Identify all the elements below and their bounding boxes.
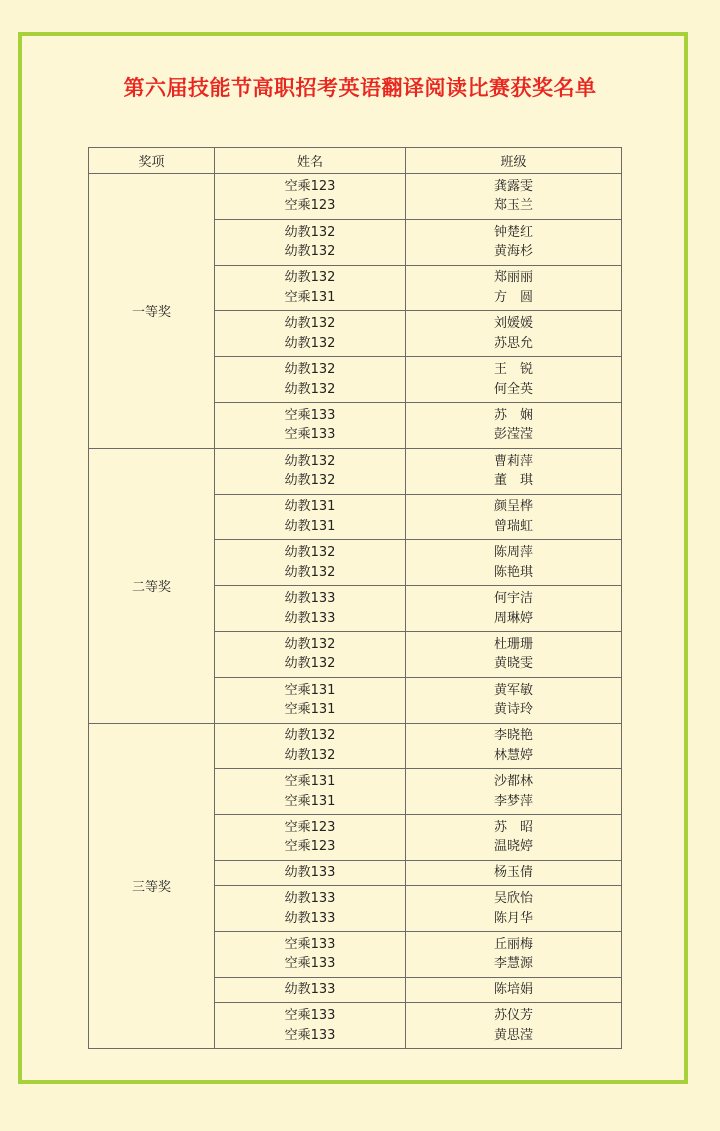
table-row [89,448,622,494]
student-name: 龚露雯 [493,178,533,194]
name-cell [406,769,622,815]
class-cell [215,219,406,265]
table-row [89,723,622,769]
student-name: 沙都林 [493,774,533,790]
student-name: 陈培娟 [493,982,533,998]
class-value: 空乘131 [284,682,336,698]
student-name: 方 圆 [493,289,533,305]
name-cell [406,311,622,357]
header-name: 姓名 [215,148,406,174]
class-value: 幼教133 [284,610,336,626]
class-value: 幼教132 [284,747,336,763]
name-cell [406,931,622,977]
student-name: 何全英 [493,381,533,397]
class-value: 空乘133 [284,936,336,952]
name-cell [406,677,622,723]
class-value: 空乘131 [284,774,336,790]
student-name: 何宇洁 [493,591,533,607]
student-name: 周琳婷 [493,610,533,626]
class-value: 空乘131 [284,702,336,718]
class-value: 幼教133 [284,591,336,607]
student-name: 李梦萍 [493,793,533,809]
class-value: 幼教132 [284,362,336,378]
name-cell [406,265,622,311]
name-cell [406,219,622,265]
class-value: 空乘133 [284,1027,336,1043]
award-level-cell: 一等奖 [89,174,215,449]
class-cell [215,860,406,886]
student-name: 杜珊珊 [493,636,533,652]
class-value: 空乘123 [284,198,336,214]
class-value: 幼教133 [284,891,336,907]
class-value: 幼教132 [284,381,336,397]
class-value: 幼教132 [284,270,336,286]
class-value: 空乘133 [284,1008,336,1024]
class-value: 幼教132 [284,656,336,672]
student-name: 陈月华 [493,910,533,926]
student-name: 黄诗玲 [493,702,533,718]
student-name: 苏 昭 [493,819,533,835]
class-cell [215,723,406,769]
award-level-cell: 三等奖 [89,723,215,1048]
award-table [88,147,622,1049]
name-cell [406,886,622,932]
award-level-cell: 二等奖 [89,448,215,723]
student-name: 郑玉兰 [493,198,533,214]
class-value: 幼教133 [284,910,336,926]
name-cell [406,402,622,448]
student-name: 黄军敏 [493,682,533,698]
class-cell [215,265,406,311]
class-value: 幼教132 [284,244,336,260]
name-cell [406,174,622,220]
name-cell [406,494,622,540]
class-value: 空乘123 [284,178,336,194]
class-value: 幼教131 [284,518,336,534]
student-name: 李晓艳 [493,728,533,744]
class-value: 幼教132 [284,224,336,240]
class-cell [215,931,406,977]
class-value: 幼教133 [284,865,336,881]
class-value: 幼教131 [284,499,336,515]
name-cell [406,540,622,586]
class-cell [215,1003,406,1049]
class-cell [215,174,406,220]
page-title: 第六届技能节高职招考英语翻译阅读比赛获奖名单 [123,76,597,100]
student-name: 黄思滢 [493,1027,533,1043]
student-name: 苏 娴 [493,407,533,423]
student-name: 黄海杉 [493,244,533,260]
class-value: 空乘133 [284,407,336,423]
class-cell [215,886,406,932]
student-name: 苏仪芳 [493,1008,533,1024]
class-value: 空乘131 [284,793,336,809]
student-name: 陈艳琪 [493,564,533,580]
class-cell [215,448,406,494]
student-name: 董 琪 [493,473,533,489]
name-cell [406,1003,622,1049]
name-cell [406,723,622,769]
class-value: 空乘133 [284,427,336,443]
student-name: 彭滢滢 [493,427,533,443]
table-header-row [89,148,622,174]
student-name: 杨玉倩 [493,865,533,881]
class-value: 幼教132 [284,316,336,332]
student-name: 曾瑞虹 [493,518,533,534]
name-cell [406,815,622,861]
class-cell [215,311,406,357]
class-value: 幼教132 [284,564,336,580]
class-cell [215,494,406,540]
student-name: 苏思允 [493,335,533,351]
class-value: 空乘133 [284,956,336,972]
student-name: 吴欣怡 [493,891,533,907]
class-value: 幼教132 [284,545,336,561]
header-award: 奖项 [89,148,215,174]
class-value: 空乘123 [284,819,336,835]
class-cell [215,357,406,403]
student-name: 曹莉萍 [493,453,533,469]
class-cell [215,815,406,861]
student-name: 刘媛媛 [493,316,533,332]
class-value: 幼教132 [284,335,336,351]
student-name: 颜呈桦 [493,499,533,515]
student-name: 李慧源 [493,956,533,972]
class-value: 幼教132 [284,636,336,652]
class-value: 幼教132 [284,473,336,489]
class-cell [215,540,406,586]
student-name: 陈周萍 [493,545,533,561]
student-name: 林慧婷 [493,747,533,763]
class-cell [215,977,406,1003]
name-cell [406,448,622,494]
name-cell [406,860,622,886]
class-cell [215,586,406,632]
student-name: 黄晓雯 [493,656,533,672]
student-name: 温晓婷 [493,839,533,855]
class-cell [215,631,406,677]
class-value: 幼教132 [284,453,336,469]
student-name: 钟楚红 [493,224,533,240]
name-cell [406,586,622,632]
table-row [89,174,622,220]
name-cell [406,357,622,403]
class-value: 空乘123 [284,839,336,855]
class-cell [215,769,406,815]
class-value: 幼教132 [284,728,336,744]
student-name: 郑丽丽 [493,270,533,286]
student-name: 丘丽梅 [493,936,533,952]
name-cell [406,631,622,677]
header-class: 班级 [406,148,622,174]
class-cell [215,677,406,723]
class-value: 空乘131 [284,289,336,305]
class-value: 幼教133 [284,982,336,998]
name-cell [406,977,622,1003]
class-cell [215,402,406,448]
student-name: 王 锐 [493,362,533,378]
